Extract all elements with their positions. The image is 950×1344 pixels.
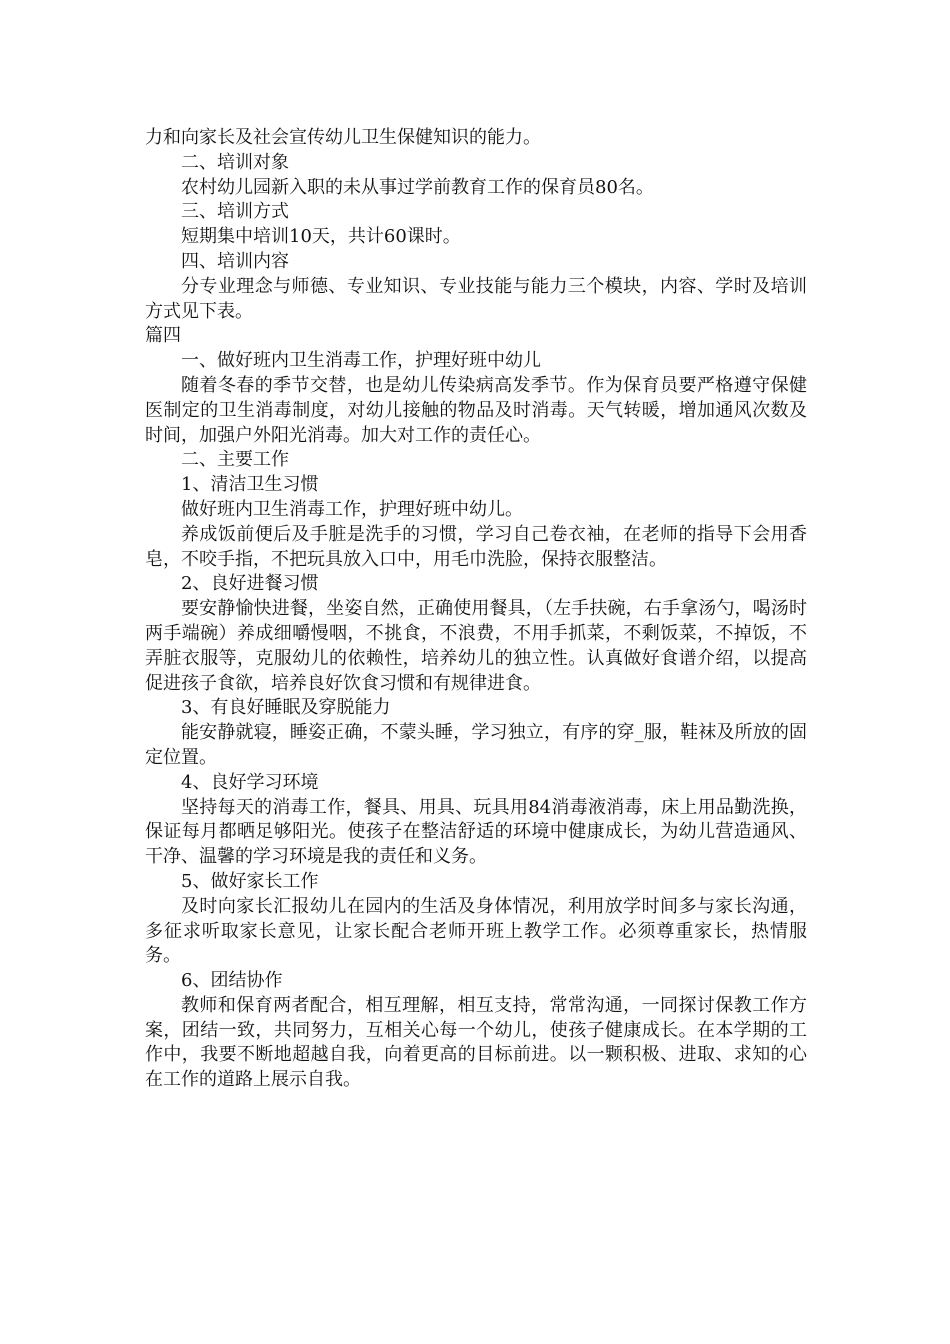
paragraph-parent-work: 及时向家长汇报幼儿在园内的生活及身体情况，利用放学时间多与家长沟通，多征求听取家长意见，让家长配合老师开班上教学工作。必须尊重家长，热情服务。: [145, 895, 807, 967]
paragraph-learning-environment: 坚持每天的消毒工作，餐具、用具、玩具用84消毒液消毒，床上用品勤洗换，保证每月都晒足够阳光。使孩子在整洁舒适的环境中健康成长，为幼儿营造通风、干净、温馨的学习环境是我的责任和义务。: [145, 796, 807, 868]
heading-sleep-dressing: 3、有良好睡眠及穿脱能力: [181, 697, 391, 719]
paragraph-training-content: 分专业理念与师德、专业知识、专业技能与能力三个模块，内容、学时及培训方式见下表。: [145, 275, 807, 322]
heading-learning-environment: 4、良好学习环境: [181, 771, 319, 793]
heading-teamwork: 6、团结协作: [181, 970, 283, 992]
document-body: [145, 126, 807, 1093]
heading-training-method: 三、培训方式: [181, 201, 289, 223]
heading-training-content: 四、培训内容: [181, 250, 289, 272]
section-title-part-four: 篇四: [145, 325, 181, 347]
paragraph-eating-habits: 要安静愉快进餐，坐姿自然，正确使用餐具，（左手扶碗，右手拿汤勺，喝汤时两手端碗）养成细嚼慢咽，不挑食，不浪费，不用手抓菜，不剩饭菜，不掉饭，不弄脏衣服等，克服幼儿的依赖性，培养幼儿的独立性。认真做好食谱介绍，以提高促进孩子食欲，培养良好饮食习惯和有规律进食。: [145, 598, 807, 694]
paragraph-continuation: 力和向家长及社会宣传幼儿卫生保健知识的能力。: [145, 127, 541, 148]
heading-main-work: 二、主要工作: [181, 449, 289, 471]
paragraph-teamwork: 教师和保育两者配合，相互理解，相互支持，常常沟通，一同探讨保教工作方案，团结一致，共同努力，互相关心每一个幼儿，使孩子健康成长。在本学期的工作中，我要不断地超越自我，向着更高的目标前进。以一颗积极、进取、求知的心在工作的道路上展示自我。: [145, 994, 807, 1091]
paragraph-hygiene-summary: 做好班内卫生消毒工作，护理好班中幼儿。: [181, 498, 523, 520]
paragraph-disinfection: 随着冬春的季节交替，也是幼儿传染病高发季节。作为保育员要严格遵守保健医制定的卫生消毒制度，对幼儿接触的物品及时消毒。天气转暖，增加通风次数及时间，加强户外阳光消毒。加大对工作的责任心。: [145, 374, 807, 446]
paragraph-training-method: 短期集中培训10天，共计60课时。: [181, 226, 461, 248]
paragraph-hygiene-habits: 养成饭前便后及手脏是洗手的习惯，学习自己卷衣袖，在老师的指导下会用香皂，不咬手指，不把玩具放入口中，用毛巾洗脸，保持衣服整洁。: [145, 523, 807, 570]
heading-training-target: 二、培训对象: [181, 151, 289, 173]
paragraph-training-target: 农村幼儿园新入职的未从事过学前教育工作的保育员80名。: [181, 176, 654, 198]
heading-hygiene-habits: 1、清洁卫生习惯: [181, 474, 319, 496]
heading-parent-work: 5、做好家长工作: [181, 870, 319, 892]
paragraph-sleep-dressing: 能安静就寝，睡姿正确，不蒙头睡，学习独立，有序的穿_服，鞋袜及所放的固定位置。: [145, 722, 807, 768]
heading-disinfection: 一、做好班内卫生消毒工作，护理好班中幼儿: [181, 350, 541, 372]
heading-eating-habits: 2、良好进餐习惯: [181, 573, 319, 595]
